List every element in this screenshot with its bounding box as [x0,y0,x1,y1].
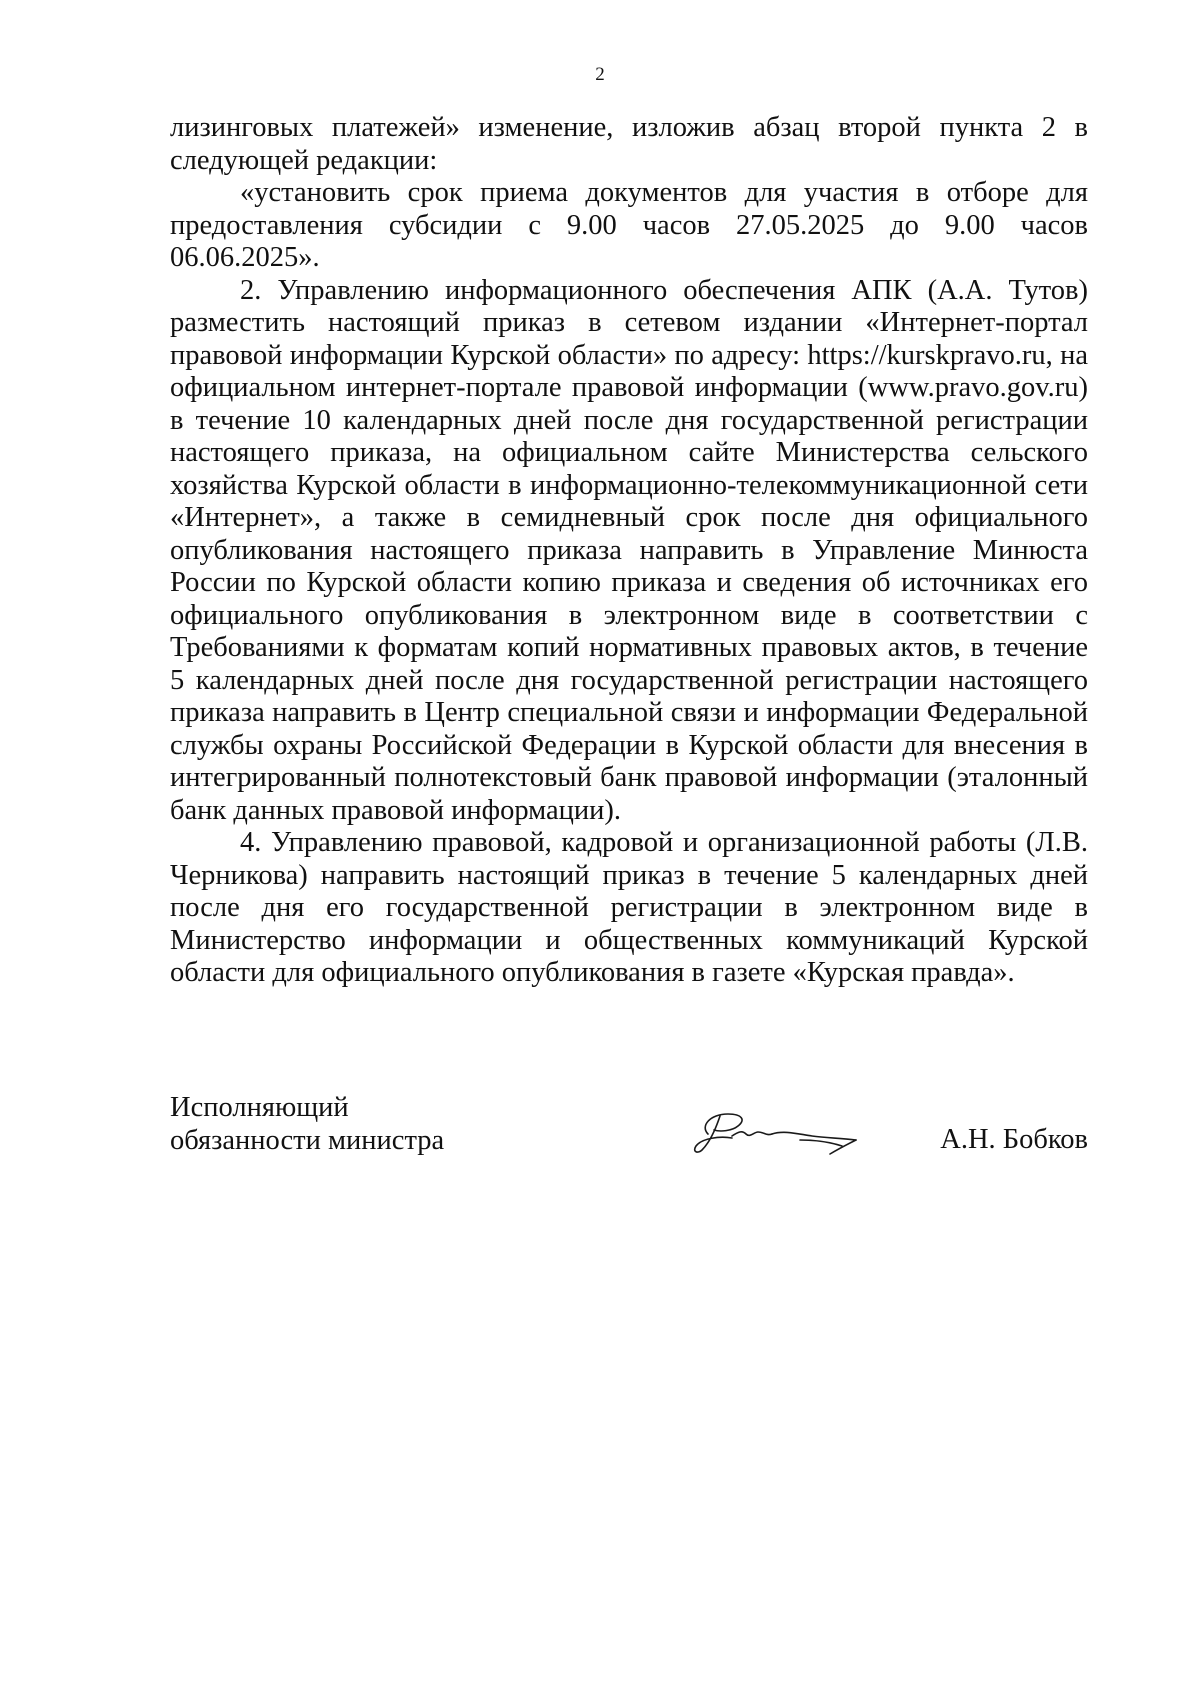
paragraph-quote: «установить срок приема документов для участия в отборе для предоставления субсидии с 9.00 часов 27.05.2025 до 9.00 часов 06.06.2025». [170,177,1088,273]
document-body [170,112,1088,990]
signatory-title [170,1092,444,1157]
signatory-name: А.Н. Бобков [940,1124,1088,1155]
handwritten-signature-image [680,1096,880,1166]
signatory-title-line-2: обязанности министра [170,1124,445,1156]
paragraph-continuation: лизинговых платежей» изменение, изложив абзац второй пункта 2 в следующей редакции: [170,112,1088,176]
signature-block [170,1092,1088,1172]
paragraph-item-2: 2. Управлению информационного обеспечения АПК (А.А. Тутов) разместить настоящий приказ в сетевом издании «Интернет-портал правовой информации Курской области» по адресу: https://kurskpravo.ru, на официальном интернет-портале правовой информации (www.pravo.gov.ru) в течение 10 календарных дней после дня государственной регистрации настоящего приказа, на официальном сайте Министерства сельского хозяйства Курской области в информационно-телекоммуникационной сети «Интернет», а также в семидневный срок после дня официального опубликования настоящего приказа направить в Управление Минюста России по Курской области копию приказа и сведения об источниках его официального опубликования в электронном виде в соответствии с Требованиями к форматам копий нормативных правовых актов, в течение 5 календарных дней после дня государственной регистрации настоящего приказа направить в Центр специальной связи и информации Федеральной службы охраны Российской Федерации в Курской области для внесения в интегрированный полнотекстовый банк правовой информации (эталонный банк данных правовой информации). [170,274,1088,826]
page-number: 2 [595,64,605,85]
signatory-title-line-1: Исполняющий [170,1092,349,1123]
paragraph-item-4: 4. Управлению правовой, кадровой и организационной работы (Л.В. Черникова) направить настоящий приказ в течение 5 календарных дней после дня его государственной регистрации в электронном виде в Министерство информации и общественных коммуникаций Курской области для официального опубликования в газете «Курская правда». [170,827,1088,988]
